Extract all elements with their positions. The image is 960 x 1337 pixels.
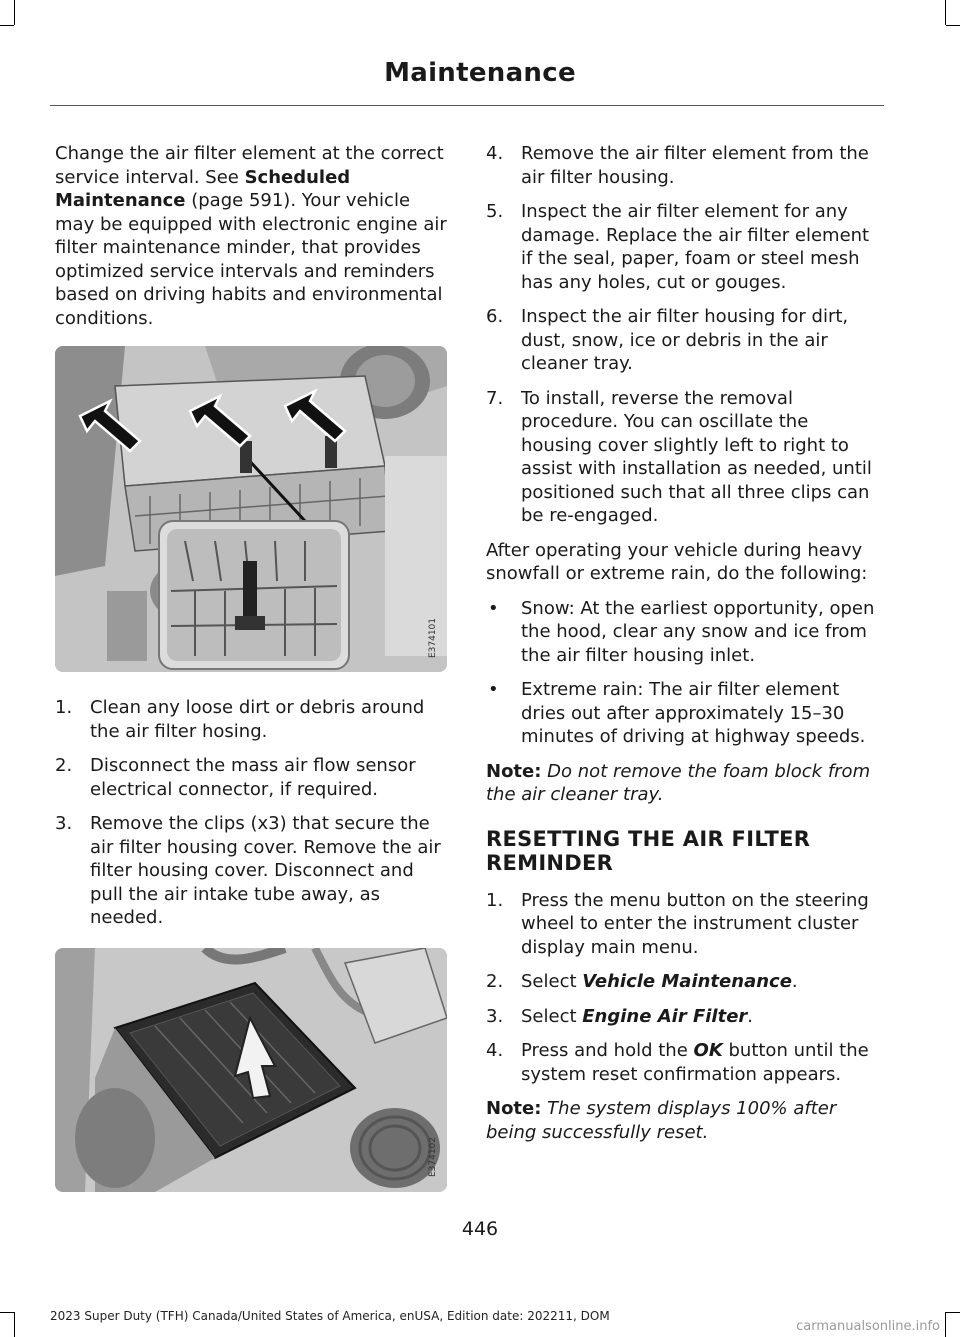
list-item (486, 305, 884, 376)
list-item (486, 1005, 884, 1029)
footer-edition: 2023 Super Duty (TFH) Canada/United States of America, enUSA, Edition date: 202211, DOM (50, 1309, 610, 1323)
crop-mark (946, 25, 960, 26)
reset-steps-list (486, 889, 884, 1087)
step-text: Press and hold the (521, 1040, 694, 1061)
list-item (486, 678, 884, 749)
crop-mark (945, 0, 946, 25)
step-text: Inspect the air filter housing for dirt, dust, snow, ice or debris in the air cleaner tray. (521, 306, 849, 374)
list-item (55, 754, 451, 801)
crop-mark (946, 1312, 960, 1313)
intro-text-continued: (page 591). Your vehicle may be equipped with electronic engine air filter maintenance minder, that provides optimized service intervals and reminders based on driving habits and environmental conditions. (55, 190, 447, 329)
step-number: 4. (486, 143, 504, 164)
step-text-end: . (791, 971, 798, 992)
right-column (486, 142, 884, 1155)
step-text: Remove the clips (x3) that secure the air filter housing cover. Remove the air filter housing cover. Disconnect and pull the air intake tube away, as needed. (90, 813, 441, 928)
weather-paragraph: After operating your vehicle during heavy snowfall or extreme rain, do the following: (486, 539, 868, 584)
step-text-end: button until the system reset confirmation appears. (521, 1040, 869, 1085)
list-item (486, 142, 884, 189)
air-filter-removal-figure (55, 948, 447, 1192)
scheduled-maintenance-link[interactable]: Scheduled Maintenance (55, 166, 351, 211)
page-title: Maintenance (384, 58, 576, 88)
bullet-text: Extreme rain: The air filter element dries out after approximately 15–30 minutes of driving at highway speeds. (521, 679, 866, 747)
crop-mark (0, 25, 14, 26)
note-text: The system displays 100% after being successfully reset. (486, 1098, 837, 1143)
step-number: 2. (55, 755, 73, 776)
ok-button-label: OK (693, 1040, 723, 1061)
bullet-mark: • (488, 597, 499, 619)
list-item (55, 812, 451, 930)
header-divider (50, 105, 884, 106)
step-number: 4. (486, 1040, 504, 1061)
intro-text: Change the air filter element at the correct service interval. See (55, 143, 444, 188)
step-text: Select (521, 971, 583, 992)
step-text: Clean any loose dirt or debris around the air filter hosing. (90, 697, 425, 742)
step-number: 1. (55, 697, 73, 718)
step-number: 6. (486, 306, 504, 327)
watermark: carmanualsonline.info (796, 1319, 940, 1334)
step-number: 1. (486, 889, 504, 911)
step-number: 5. (486, 201, 504, 222)
step-text: Select (521, 1005, 583, 1027)
step-text: Inspect the air filter element for any damage. Replace the air filter element if the seal, paper, foam or steel mesh has any holes, cut or gouges. (521, 201, 870, 293)
list-item (55, 696, 451, 743)
figure-code: E374101 (427, 617, 438, 658)
page-number: 446 (461, 1218, 499, 1240)
engine-bay-illustration (55, 346, 447, 672)
step-number: 2. (486, 971, 504, 992)
bullet-mark: • (488, 679, 499, 700)
step-number: 3. (55, 813, 73, 834)
step-text: To install, reverse the removal procedure. You can oscillate the housing cover slightly left to right to assist with installation as needed, until positioned such that all three clips can be re-engaged. (521, 387, 872, 526)
note-reset (486, 1097, 884, 1144)
left-column (55, 142, 451, 1192)
menu-item-engine-air-filter: Engine Air Filter (582, 1005, 748, 1027)
intro-paragraph (55, 142, 451, 330)
step-text: Disconnect the mass air flow sensor electrical connector, if required. (90, 755, 416, 800)
crop-mark (0, 1312, 14, 1313)
list-item (486, 889, 884, 960)
removal-steps-continued (486, 142, 884, 528)
list-item (486, 970, 884, 994)
crop-mark (14, 0, 15, 25)
crop-mark (14, 1312, 15, 1337)
air-filter-clips-figure (55, 346, 447, 672)
menu-item-vehicle-maintenance: Vehicle Maintenance (582, 971, 792, 992)
note-label: Note: (486, 760, 542, 782)
step-number: 3. (486, 1005, 504, 1027)
step-text: Press the menu button on the steering wheel to enter the instrument cluster display main menu. (521, 889, 869, 958)
step-number: 7. (486, 387, 504, 409)
note-text: Do not remove the foam block from the air cleaner tray. (486, 760, 871, 805)
list-item (486, 1039, 884, 1086)
section-heading: RESETTING THE AIR FILTER REMINDER (486, 826, 811, 875)
removal-steps-list (55, 696, 451, 930)
figure-code: E374102 (427, 1137, 438, 1178)
list-item (486, 597, 884, 668)
step-text: Remove the air filter element from the air filter housing. (521, 143, 869, 188)
note-foam-block (486, 760, 884, 807)
bullet-text: Snow: At the earliest opportunity, open the hood, clear any snow and ice from the air filter housing inlet. (521, 597, 875, 666)
list-item (486, 387, 884, 528)
step-text-end: . (747, 1005, 754, 1027)
note-label: Note: (486, 1098, 542, 1119)
filter-removal-illustration (55, 948, 447, 1192)
list-item (486, 200, 884, 294)
crop-mark (945, 1312, 946, 1337)
